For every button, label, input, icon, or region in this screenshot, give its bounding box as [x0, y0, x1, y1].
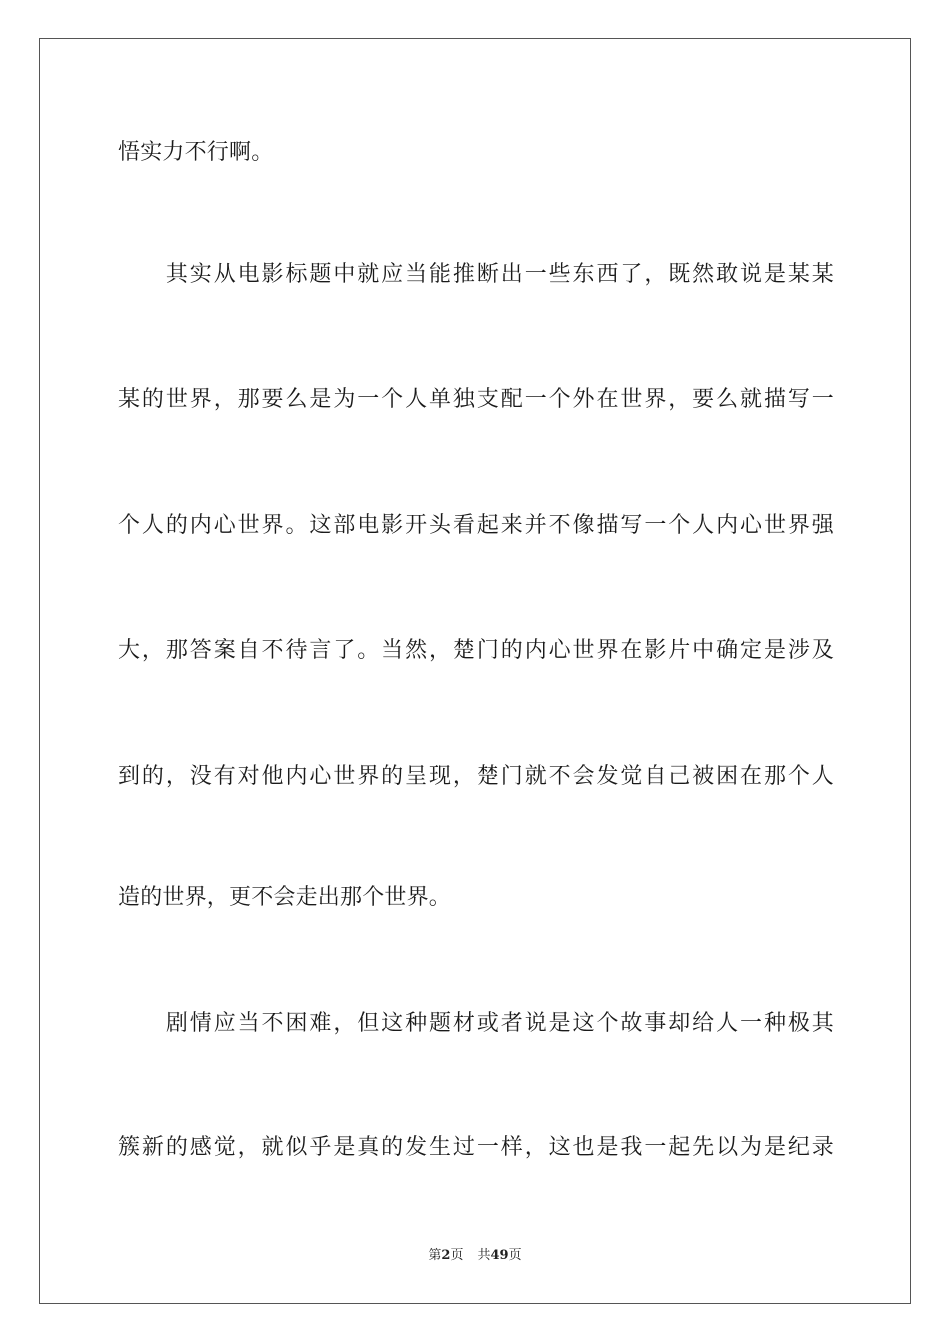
footer-total-prefix: 共	[477, 1248, 491, 1263]
text-line-7: 造的世界，更不会走出那个世界。	[118, 885, 452, 910]
page-border	[39, 38, 911, 1304]
total-pages-number: 49	[490, 1248, 509, 1263]
text-line-2: 其实从电影标题中就应当能推断出一些东西了，既然敢说是某某	[118, 262, 834, 287]
text-line-3: 某的世界，那要么是为一个人单独支配一个外在世界，要么就描写一	[118, 387, 834, 412]
text-line-1: 悟实力不行啊。	[118, 140, 274, 165]
current-page-number: 2	[441, 1248, 451, 1263]
footer-total-suffix: 页	[508, 1248, 522, 1263]
footer-page-suffix: 页	[450, 1248, 464, 1263]
text-line-8: 剧情应当不困难，但这种题材或者说是这个故事却给人一种极其	[118, 1011, 834, 1036]
text-line-9: 簇新的感觉，就似乎是真的发生过一样，这也是我一起先以为是纪录	[118, 1135, 834, 1160]
text-line-5: 大，那答案自不待言了。当然，楚门的内心世界在影片中确定是涉及	[118, 638, 834, 663]
text-line-6: 到的，没有对他内心世界的呈现，楚门就不会发觉自己被困在那个人	[118, 764, 834, 789]
text-line-4: 个人的内心世界。这部电影开头看起来并不像描写一个人内心世界强	[118, 513, 834, 538]
page-footer	[0, 1247, 950, 1265]
footer-prefix: 第	[428, 1248, 442, 1263]
